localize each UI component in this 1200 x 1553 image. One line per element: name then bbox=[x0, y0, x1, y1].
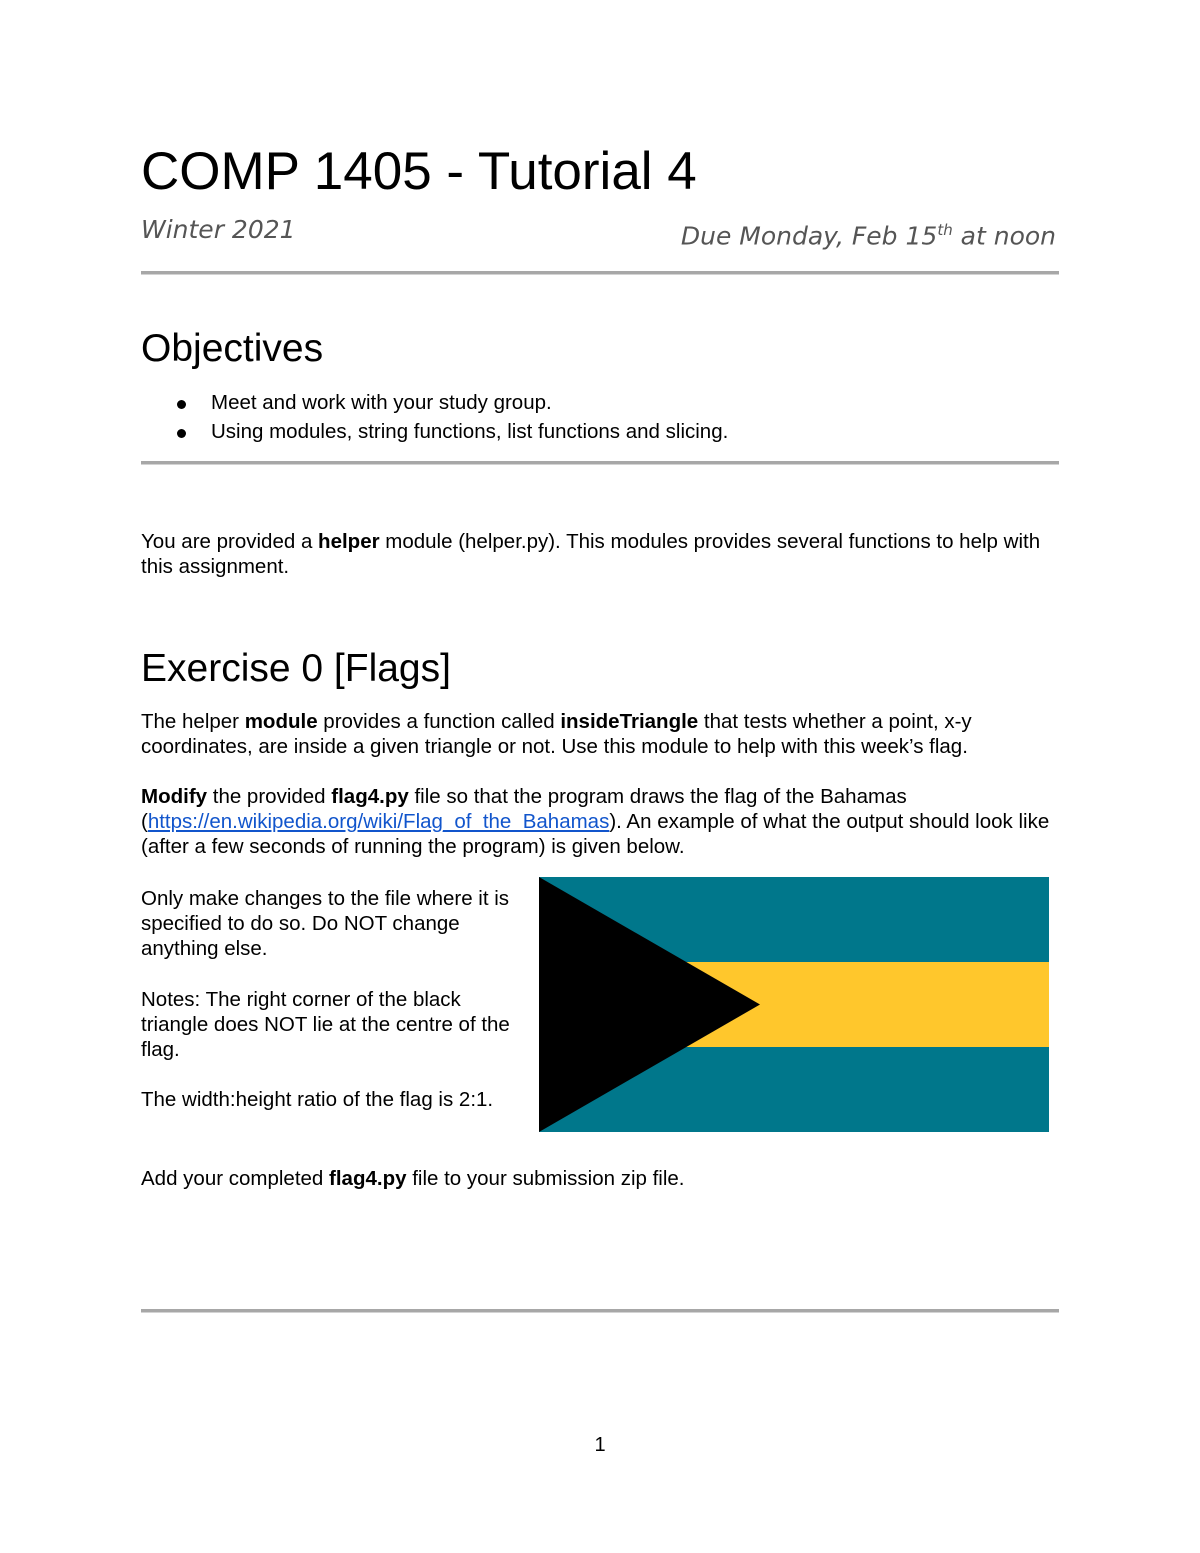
intro-text-rest: module (helper.py). This modules provides several functions to help with this assignment. bbox=[141, 530, 1041, 578]
intro-text: You are provided a bbox=[141, 530, 319, 553]
subtitle-row bbox=[141, 212, 1056, 254]
p2-text: the provided bbox=[207, 785, 332, 808]
exercise-paragraph-1 bbox=[141, 709, 1061, 759]
document-title: COMP 1405 - Tutorial 4 bbox=[141, 142, 697, 201]
term-label: Winter 2021 bbox=[141, 215, 296, 244]
p2-bold-filename: flag4.py bbox=[331, 785, 409, 808]
p1-text-3: that tests whether a point, x-y coordinates, are inside a given triangle or not. Use this module to help with this week’s flag. bbox=[141, 710, 972, 758]
p2-text-3: ). An example of what the output should look like (after a few seconds of running the program) is given below. bbox=[141, 810, 1050, 858]
p1-bold-function: insideTriangle bbox=[560, 710, 699, 733]
list-item: Meet and work with your study group. bbox=[141, 389, 728, 418]
p3-text: Add your completed bbox=[141, 1167, 330, 1190]
p1-text-2: provides a function called bbox=[317, 710, 561, 733]
side-note-changes: Only make changes to the file where it is specified to do so. Do NOT change anything else. bbox=[141, 887, 510, 960]
p1-text: The helper bbox=[141, 710, 245, 733]
exercise-paragraph-3 bbox=[141, 1166, 1061, 1191]
p3-bold-filename: flag4.py bbox=[329, 1167, 407, 1190]
intro-paragraph bbox=[141, 529, 1061, 579]
bahamas-flag-image bbox=[539, 877, 1049, 1132]
side-note-triangle: Notes: The right corner of the black triangle does NOT lie at the centre of the flag. bbox=[141, 988, 510, 1061]
horizontal-rule-top bbox=[141, 271, 1059, 275]
due-date-ordinal: th bbox=[937, 221, 953, 239]
p2-text-2: file so that the program draws the flag of the Bahamas ( bbox=[141, 785, 907, 833]
horizontal-rule-objectives bbox=[141, 461, 1059, 465]
due-date bbox=[681, 212, 1056, 254]
wikipedia-flag-link[interactable]: https://en.wikipedia.org/wiki/Flag_of_the_Bahamas bbox=[147, 810, 610, 833]
side-note-ratio: The width:height ratio of the flag is 2:1. bbox=[141, 1088, 494, 1111]
due-date-time: at noon bbox=[952, 221, 1056, 251]
objectives-list bbox=[141, 389, 728, 446]
list-item: Using modules, string functions, list functions and slicing. bbox=[141, 418, 728, 447]
p3-text-2: file to your submission zip file. bbox=[406, 1167, 685, 1190]
intro-bold-helper: helper bbox=[318, 530, 380, 553]
objectives-heading: Objectives bbox=[141, 327, 324, 370]
p1-bold-module: module bbox=[244, 710, 318, 733]
exercise-paragraph-2 bbox=[141, 784, 1061, 859]
exercise-heading: Exercise 0 [Flags] bbox=[141, 647, 451, 690]
page-number: 1 bbox=[594, 1434, 606, 1456]
p2-bold-modify: Modify bbox=[141, 785, 208, 808]
horizontal-rule-bottom bbox=[141, 1309, 1059, 1313]
due-date-text: Due Monday, Feb 15 bbox=[680, 221, 938, 251]
